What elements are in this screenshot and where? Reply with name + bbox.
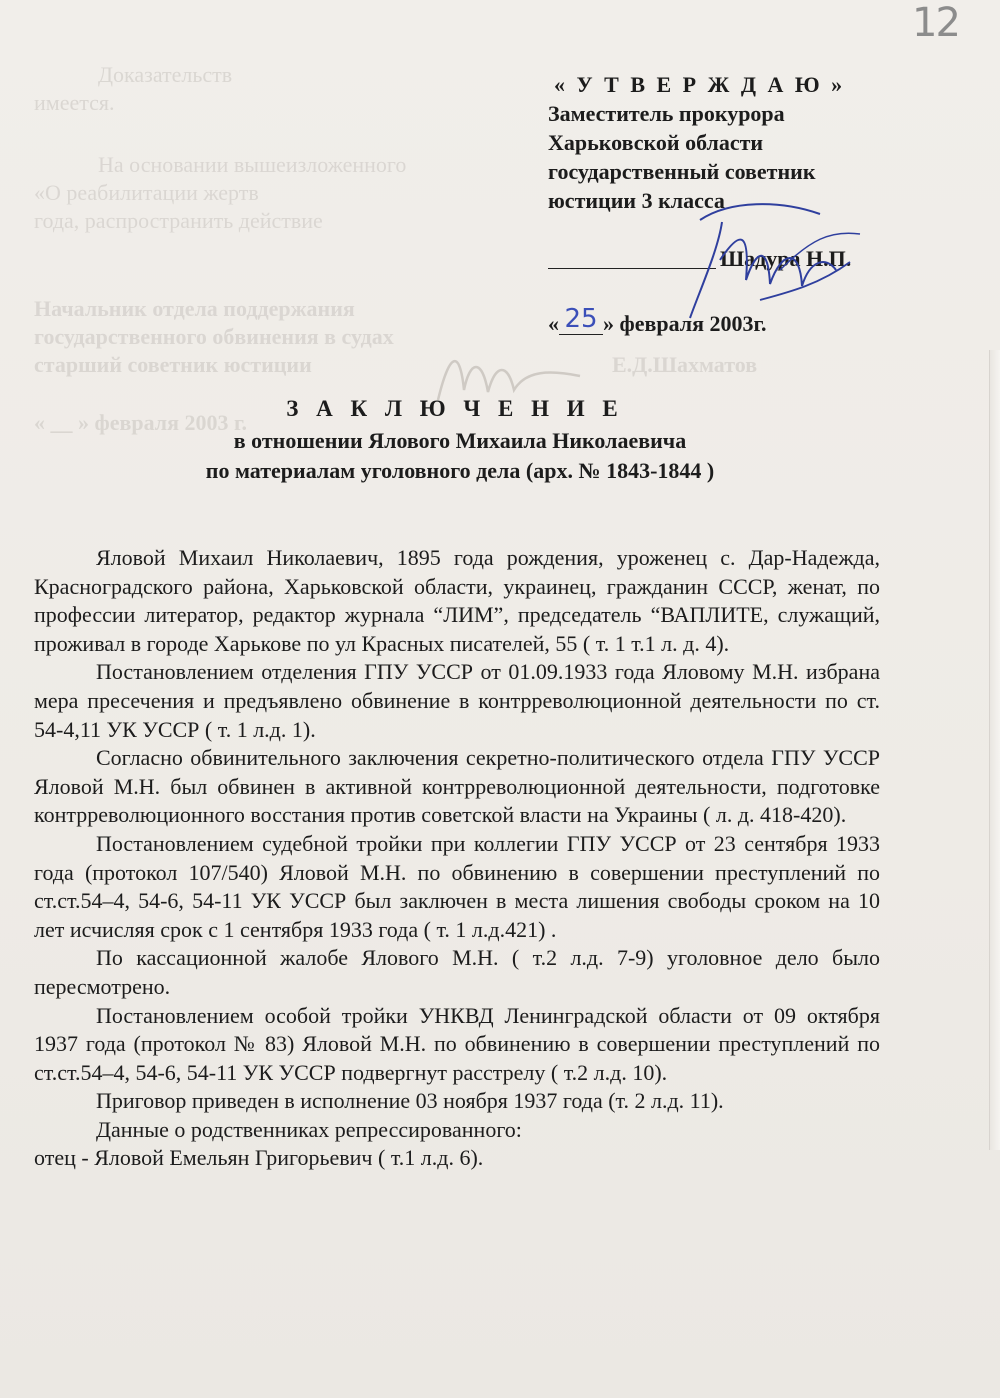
- approval-heading: « У Т В Е Р Ж Д А Ю »: [554, 72, 846, 97]
- approver-position: Заместитель прокурора: [548, 101, 785, 126]
- ghost-text: года, распространить действие: [34, 208, 323, 233]
- ghost-text: Е.Д.Шахматов: [612, 352, 758, 377]
- next-page-edge: [989, 350, 1000, 1150]
- body-paragraph: Постановлением особой тройки УНКВД Ленинградской области от 09 октября 1937 года (протокол № 83) Яловой М.Н. по обвинению в совершении преступлений по ст.ст.54–4, 54-6, 54-11 УК УССР подвергнут расстрелу ( т.2 л.д. 10).: [34, 1002, 880, 1085]
- ghost-text: старший советник юстиции: [34, 352, 312, 377]
- document-title: З А К Л Ю Ч Е Н И Е: [286, 396, 624, 421]
- ghost-text: имеется.: [34, 90, 115, 115]
- body-paragraph: Постановлением судебной тройки при коллегии ГПУ УССР от 23 сентября 1933 года (протокол 107/540) Яловой М.Н. по обвинению в совершении преступлений по ст.ст.54–4, 54-6, 54-11 УК УССР был заключен в места лишения свободы сроком на 10 лет исчисляя срок с 1 сентября 1933 года ( т. 1 л.д.421) .: [34, 830, 880, 942]
- ghost-text: На основании вышеизложенного: [98, 152, 407, 177]
- body-paragraph: По кассационной жалобе Ялового М.Н. ( т.2 л.д. 7-9) уголовное дело было пересмотрено.: [34, 945, 880, 999]
- ghost-text: « __ » февраля 2003 г.: [34, 410, 248, 435]
- body-paragraph: Приговор приведен в исполнение 03 ноября 1937 года (т. 2 л.д. 11).: [96, 1088, 724, 1114]
- date-open-quote: «: [548, 311, 559, 336]
- date-month-year: » февраля 2003г.: [603, 311, 767, 336]
- approver-rank: государственный советник: [548, 159, 816, 184]
- document-subject: в отношении Ялового Михаила Николаевича: [233, 428, 687, 453]
- ghost-text: Начальник отдела поддержания: [34, 296, 355, 321]
- approver-rank: юстиции 3 класса: [548, 188, 725, 213]
- approval-date: [548, 304, 767, 339]
- body-paragraph: Яловой Михаил Николаевич, 1895 года рождения, уроженец с. Дар-Надежда, Красноградского района, Харьковской области, украинец, гражданин СССР, женат, по профессии литератор, редактор журнала “ЛИМ”, председатель “ВАПЛИТЕ, служащий, проживал в городе Харькове по ул Красных писателей, 55 ( т. 1 т.1 л. д. 4).: [34, 545, 880, 656]
- document-case-reference: по материалам уголовного дела (арх. № 1843-1844 ): [205, 458, 715, 483]
- body-paragraph: Данные о родственниках репрессированного:: [96, 1116, 522, 1142]
- ghost-text: Доказательств: [98, 62, 233, 87]
- date-day-handwritten: 25: [559, 304, 603, 335]
- approver-position: Харьковской области: [548, 130, 764, 155]
- body-paragraph: Согласно обвинительного заключения секретно-политического отдела ГПУ УССР Яловой М.Н. был обвинен в активной контрреволюционной деятельности, подготовке контрреволюционного восстания против советской власти на Украины ( л. д. 418-420).: [34, 745, 880, 828]
- ghost-text: государственного обвинения в судах: [34, 324, 394, 349]
- document-body: [34, 544, 880, 1173]
- signer-name: Шадура Н.П.: [720, 246, 852, 271]
- ghost-text: «О реабилитации жертв: [34, 180, 259, 205]
- approval-block: [548, 70, 968, 215]
- relative-entry: отец - Яловой Емельян Григорьевич ( т.1 л.д. 6).: [34, 1145, 484, 1171]
- body-paragraph: Постановлением отделения ГПУ УССР от 01.09.1933 года Яловому М.Н. избрана мера пресечения и предъявлено обвинение в контрреволюционной деятельности по ст. 54-4,11 УК УССР ( т. 1 л.д. 1).: [34, 659, 880, 742]
- page-number: 12: [912, 0, 959, 46]
